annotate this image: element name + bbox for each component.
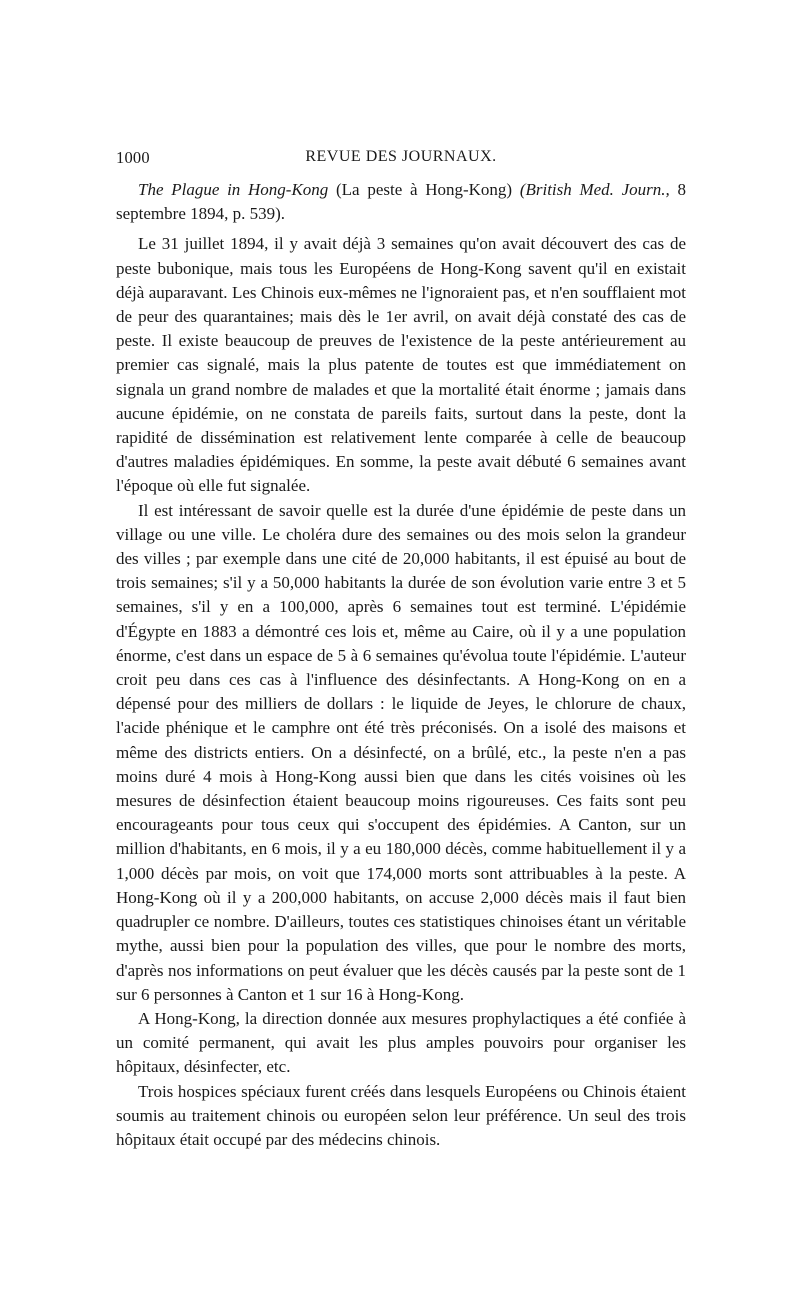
article-title-translation: (La peste à Hong-Kong)	[336, 180, 513, 199]
paragraph-3: A Hong-Kong, la direction donnée aux mesures prophylactiques a été confiée à un comité permanent, qui avait les plus amples pouvoirs pour organiser les hôpitaux, désinfecter, etc.	[116, 1008, 686, 1077]
article-title: The Plague in Hong-Kong	[138, 180, 329, 199]
paragraph-1: Le 31 juillet 1894, il y avait déjà 3 semaines qu'on avait découvert des cas de peste bubonique, mais tous les Européens de Hong-Kong savent qu'il en existait déjà auparavant. Les Chinois eux-mêmes ne l'ignoraient pas, et n'en soufflaient mot de peur des quarantaines; mais dès le 1er avril, on avait déjà constaté des cas de peste. Il existe beaucoup de preuves de l'existence de la peste antérieurement au premier cas signalé, mais la plus patente de toutes est que immédiatement on signala un grand nombre de malades et que la mortalité était énorme ; jamais dans aucune épidémie, on ne constata de pareils faits, surtout dans la peste, dont la rapidité de dissémination est relativement lente comparée à celle de beaucoup d'autres maladies épidémiques. En somme, la peste avait débuté 6 semaines avant l'époque où elle fut signalée.	[116, 234, 686, 496]
page-number: 1000	[116, 148, 150, 167]
document-page	[116, 148, 686, 1152]
article-source-details: 8 septembre 1894, p. 539).	[116, 180, 687, 224]
paragraph-4: Trois hospices spéciaux furent créés dans lesquels Européens ou Chinois étaient soumis au traitement chinois ou européen selon leur préférence. Un seul des trois hôpitaux était occupé par des médecins chinois.	[116, 1081, 686, 1149]
running-head	[116, 148, 686, 174]
article-entry	[116, 178, 686, 1152]
article-source: (British Med. Journ.,	[519, 180, 670, 199]
article-citation	[116, 178, 686, 226]
journal-title: REVUE DES JOURNAUX.	[305, 148, 497, 165]
paragraph-2: Il est intéressant de savoir quelle est la durée d'une épidémie de peste dans un village ou une ville. Le choléra dure des semaines ou des mois selon la grandeur des villes ; par exemple dans une cité de 20,000 habitants, il est épuisé au bout de trois semaines; s'il y a 50,000 habitants la durée de son évolution varie entre 3 et 5 semaines, s'il y en a 100,000, après 6 semaines tout est terminé. L'épidémie d'Égypte en 1883 a démontré ces lois et, même au Caire, où il y a une population énorme, c'est dans un espace de 5 à 6 semaines qu'évolua toute l'épidémie. L'auteur croit peu dans ces cas à l'influence des désinfectants. A Hong-Kong on en a dépensé pour des milliers de dollars : le liquide de Jeyes, le chlorure de chaux, l'acide phénique et le camphre ont été très préconisés. On a isolé des maisons et même des districts entiers. On a désinfecté, on a brûlé, etc., la peste n'en a pas moins duré 4 mois à Hong-Kong aussi bien que dans les cités voisines où les mesures de désinfection étaient beaucoup moins rigoureuses. Ces faits sont peu encourageants pour tous ceux qui s'occupent des épidémies. A Canton, sur un million d'habitants, en 6 mois, il y a eu 180,000 décès, comme habituellement il y a 1,000 décès par mois, on voit que 174,000 morts sont attribuables à la peste. A Hong-Kong où il y a 200,000 habitants, on accuse 2,000 décès mais il faut bien quadrupler ce nombre. D'ailleurs, toutes ces statistiques chinoises étant un véritable mythe, aussi bien pour la population des villes, que pour le nombre des morts, d'après nos informations on peut évaluer que les décès causés par la peste sont de 1 sur 6 personnes à Canton et 1 sur 16 à Hong-Kong.	[116, 500, 686, 1004]
